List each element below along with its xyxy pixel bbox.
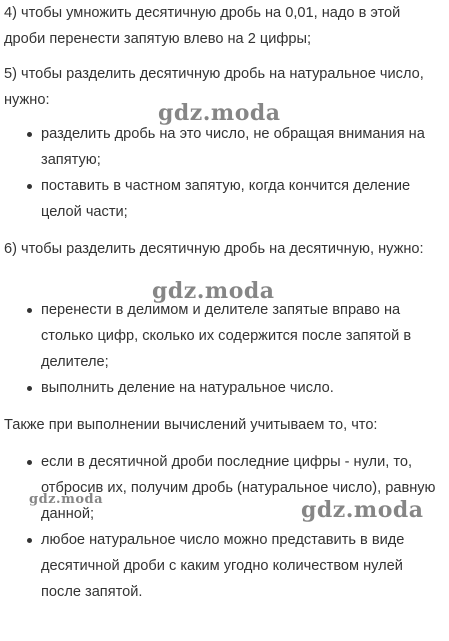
bullet-icon (27, 460, 32, 465)
list-item (0, 375, 449, 401)
watermark-logo: gdz.moda (152, 278, 275, 304)
list-item (0, 121, 449, 173)
paragraph-rule-6: 6) чтобы разделить десятичную дробь на десятичную, нужно: (4, 241, 424, 257)
paragraph-rule-5: 5) чтобы разделить десятичную дробь на натуральное число, нужно: (4, 66, 424, 108)
paragraph-rule-4: 4) чтобы умножить десятичную дробь на 0,01, надо в этой дроби перенести запятую влево на 2 цифры; (4, 5, 401, 47)
watermark-logo: gdz.moda (301, 497, 424, 523)
list-item-text: если в десятичной дроби последние цифры - нули, то, отбросив их, получим дробь (натуральное число), равную данной; (41, 454, 436, 522)
bullet-icon (27, 538, 32, 543)
list-item (0, 297, 449, 375)
list-also (0, 449, 449, 605)
bullet-icon (27, 132, 32, 137)
list-rule-6 (0, 297, 449, 401)
watermark-logo: gdz.moda (158, 100, 281, 126)
bullet-icon (27, 184, 32, 189)
bullet-icon (27, 308, 32, 313)
list-item-text: выполнить деление на натуральное число. (41, 380, 334, 396)
list-rule-5 (0, 121, 449, 225)
list-item-text: поставить в частном запятую, когда кончится деление целой части; (41, 178, 411, 220)
bullet-icon (27, 386, 32, 391)
list-item-text: любое натуральное число можно представить в виде десятичной дроби с каким угодно количеством нулей после запятой. (41, 532, 405, 600)
list-item (0, 527, 449, 605)
list-item-text: разделить дробь на это число, не обращая внимания на запятую; (41, 126, 425, 168)
list-item-text: перенести в делимом и делителе запятые вправо на столько цифр, сколько их содержится после запятой в делителе; (41, 302, 412, 370)
paragraph-also: Также при выполнении вычислений учитываем то, что: (4, 417, 378, 433)
list-item (0, 173, 449, 225)
watermark-logo: gdz.moda (29, 492, 104, 507)
